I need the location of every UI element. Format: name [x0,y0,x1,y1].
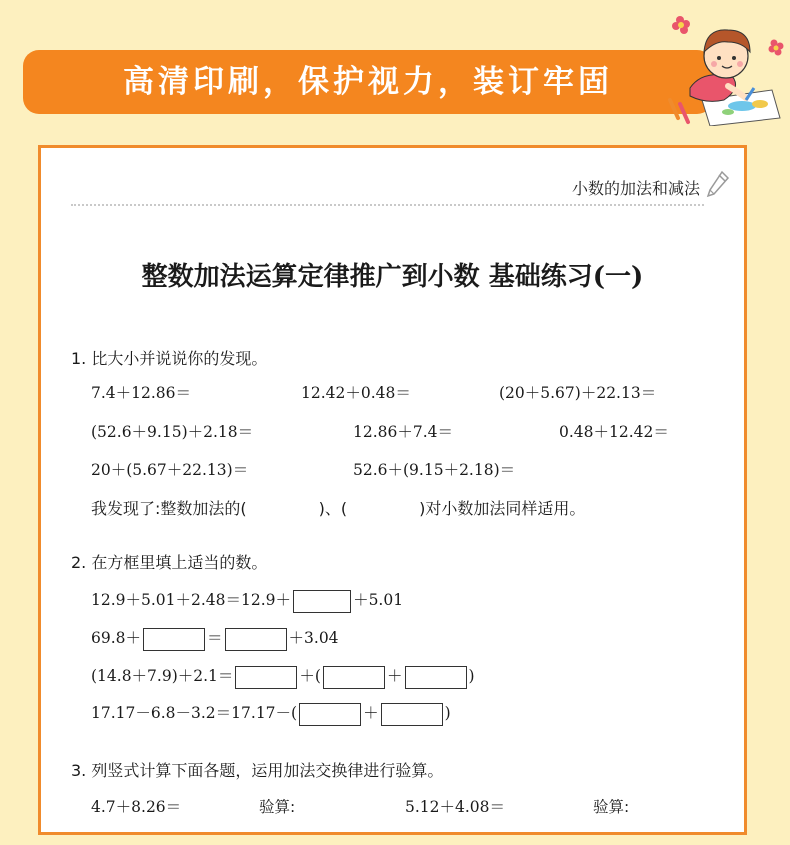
flower-icon [672,16,690,34]
expression: ＋3.04 [288,629,339,647]
fill-box-line [91,588,403,613]
expression: (20＋5.67)＋22.13＝ [499,384,657,402]
expression: ＋5.01 [353,591,404,609]
check-label: 验算: [259,798,296,816]
expression: ＋ [363,704,379,722]
expression: ＋( [299,667,321,685]
expression: ) [444,704,451,722]
expression: ＝ [207,629,223,647]
header-divider [71,204,704,206]
check-label: 验算: [593,798,630,816]
banner-text: 高清印刷，保护视力，装订牢固 [123,64,613,100]
expression: (14.8＋7.9)＋2.1＝ [91,667,234,685]
expression: ＋ [386,667,403,685]
fill-box-line [91,664,475,689]
expression: 12.42＋0.48＝ [301,384,411,402]
question-1-heading: 1. 比大小并说说你的发现。 [71,349,268,368]
answer-box[interactable] [225,628,287,651]
expression: 7.4＋12.86＝ [91,384,192,402]
answer-box[interactable] [143,628,205,651]
answer-box[interactable] [299,703,361,726]
expression: 4.7＋8.26＝ [91,798,182,816]
question-2-heading: 2. 在方框里填上适当的数。 [71,553,268,572]
answer-box[interactable] [323,666,385,689]
expression: 52.6＋(9.15＋2.18)＝ [353,461,516,479]
answer-box[interactable] [235,666,297,689]
top-banner [23,50,713,114]
pencil-icon [706,170,730,198]
expression: 12.9＋5.01＋2.48＝12.9＋ [91,591,292,609]
chapter-label: 小数的加法和减法 [571,179,700,198]
worksheet [38,145,747,835]
expression: 5.12＋4.08＝ [405,798,506,816]
expression: (52.6＋9.15)＋2.18＝ [91,423,254,441]
answer-box[interactable] [381,703,443,726]
finding-sentence [91,496,585,519]
finding-text: 我发现了:整数加法的( [91,499,247,518]
fill-box-line [91,626,339,651]
expression: 17.17－6.8－3.2＝17.17－( [91,704,298,722]
expression: ) [468,667,475,685]
expression: 12.86＋7.4＝ [353,423,454,441]
expression: 69.8＋ [91,629,142,647]
finding-text: )对小数加法同样适用。 [419,499,586,518]
worksheet-title: 整数加法运算定律推广到小数 基础练习(一) [141,262,644,292]
kid-drawing-illustration [662,8,790,126]
answer-box[interactable] [293,590,351,613]
question-3-heading: 3. 列竖式计算下面各题，运用加法交换律进行验算。 [71,761,444,780]
answer-box[interactable] [405,666,467,689]
expression: 0.48＋12.42＝ [559,423,669,441]
expression: 20＋(5.67＋22.13)＝ [91,461,249,479]
fill-box-line [91,701,451,726]
finding-text: )、( [318,499,348,518]
flower-icon [769,40,784,56]
